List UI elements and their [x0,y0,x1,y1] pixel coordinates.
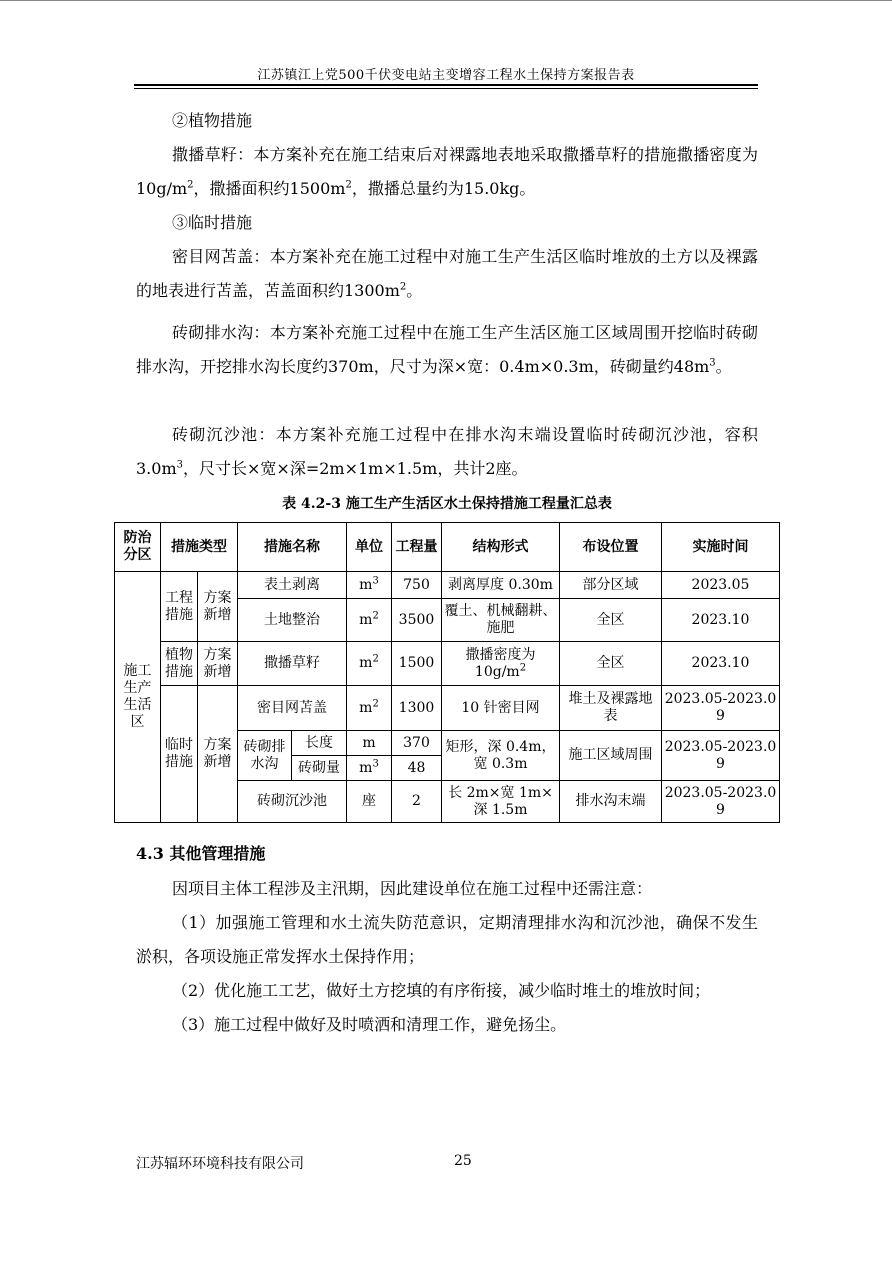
structure-cell: 剥离厚度 0.30m [442,572,560,599]
page-top-border [0,0,892,1]
sub-type-cell: 方案新增 [198,572,238,642]
structure-cell: 10 针密目网 [442,686,560,731]
zone-cell: 施工生产生活区 [115,572,161,823]
structure-cell: 矩形，深 0.4m，宽 0.3m [442,731,560,781]
header-time: 实施时间 [662,523,780,572]
sedimentation-tank-paragraph: 砖砌沉沙池：本方案补充施工过程中在排水沟末端设置临时砖砌沉沙池，容积$3.0m^3$，尺寸长×宽×深=2m×1m×1.5m，共计2座。 [136,425,758,478]
measures-table [114,522,780,823]
quantity-cell: 48 [392,756,442,781]
name-cell: 撒播草籽 [238,642,347,686]
footer-company: 江苏辐环环境科技有限公司 [136,1156,304,1172]
unit-cell: $m^3$ [347,572,392,599]
type-cell: 工程措施 [161,572,198,642]
plant-measures-heading: ②植物措施 [172,111,253,130]
time-cell: 2023.10 [662,599,780,642]
name-cell: 表土剥离 [238,572,347,599]
header-unit: 单位 [347,523,392,572]
management-intro: 因项目主体工程涉及主汛期，因此建设单位在施工过程中还需注意： [172,879,653,898]
table-header-row [115,523,780,572]
quantity-cell: 2 [392,781,442,823]
quantity-cell: 750 [392,572,442,599]
quantity-cell: 1500 [392,642,442,686]
section-heading: 4.3 其他管理措施 [136,844,266,863]
structure-cell: 长 2m×宽 1m×深 1.5m [442,781,560,823]
header-rule-thin [134,88,758,89]
name-cell: 砖砌量 [292,756,347,781]
location-cell: 全区 [560,642,662,686]
drainage-ditch-paragraph: 砖砌排水沟：本方案补充施工过程中在施工生产生活区施工区域周围开挖临时砖砌排水沟，开挖排水沟长度约370m，尺寸为深×宽：0.4m×0.3m，砖砌量约$48m^3$。 [136,323,758,376]
location-cell: 部分区域 [560,572,662,599]
name-cell: 土地整治 [238,599,347,642]
unit-cell: m [347,731,392,756]
header-measure-name: 措施名称 [238,523,347,572]
quantity-cell: 370 [392,731,442,756]
time-cell: 2023.10 [662,642,780,686]
header-quantity: 工程量 [392,523,442,572]
type-cell: 临时措施 [161,686,198,823]
location-cell: 排水沟末端 [560,781,662,823]
sub-type-cell: 方案新增 [198,642,238,686]
table-row [115,572,780,599]
location-cell: 堆土及裸露地表 [560,686,662,731]
name-cell: 长度 [292,731,347,756]
sub-type-cell: 方案新增 [198,686,238,823]
temporary-measures-heading: ③临时措施 [172,213,253,232]
header-measure-type: 措施类型 [161,523,238,572]
header-location: 布设位置 [560,523,662,572]
time-cell: 2023.05-2023.09 [662,686,780,731]
mesh-cover-paragraph: 密目网苫盖：本方案补充在施工过程中对施工生产生活区临时堆放的土方以及裸露的地表进行苫盖，苫盖面积约$1300m^2$。 [136,247,758,300]
unit-cell: $m^3$ [347,756,392,781]
location-cell: 全区 [560,599,662,642]
header-structure: 结构形式 [442,523,560,572]
name-cell: 砖砌沉沙池 [238,781,347,823]
running-header: 江苏镇江上党500千伏变电站主变增容工程水土保持方案报告表 [257,68,635,83]
structure-cell: 覆土、机械翻耕、施肥 [442,599,560,642]
time-cell: 2023.05 [662,572,780,599]
time-cell: 2023.05-2023.09 [662,731,780,781]
header-rule [134,84,758,86]
unit-cell: $m^2$ [347,599,392,642]
unit-cell: $m^2$ [347,642,392,686]
location-cell: 施工区域周围 [560,731,662,781]
management-item-2: （2）优化施工工艺，做好土方挖填的有序衔接，减少临时堆土的堆放时间； [172,981,711,1000]
header-zone: 防治分区 [115,523,161,572]
unit-cell: 座 [347,781,392,823]
structure-cell: 撒播密度为 $10g/m^2$ [442,642,560,686]
management-item-3: （3）施工过程中做好及时喷洒和清理工作，避免扬尘。 [172,1015,567,1034]
page-number: 25 [454,1153,472,1169]
time-cell: 2023.05-2023.09 [662,781,780,823]
quantity-cell: 3500 [392,599,442,642]
name-cell: 密目网苫盖 [238,686,347,731]
type-cell: 植物措施 [161,642,198,686]
group-cell: 砖砌排水沟 [238,731,292,781]
grass-seeding-paragraph: 撒播草籽：本方案补充在施工结束后对裸露地表地采取撒播草籽的措施撒播密度为$10g/m^2$，撒播面积约$1500m^2$，撒播总量约为15.0kg。 [136,145,758,198]
table-row [115,686,780,731]
management-item-1: （1）加强施工管理和水土流失防范意识，定期清理排水沟和沉沙池，确保不发生淤积，各项设施正常发挥水土保持作用； [136,913,758,966]
unit-cell: $m^2$ [347,686,392,731]
quantity-cell: 1300 [392,686,442,731]
table-title: 表 4.2-3 施工生产生活区水土保持措施工程量汇总表 [282,496,612,512]
table-row [115,642,780,686]
